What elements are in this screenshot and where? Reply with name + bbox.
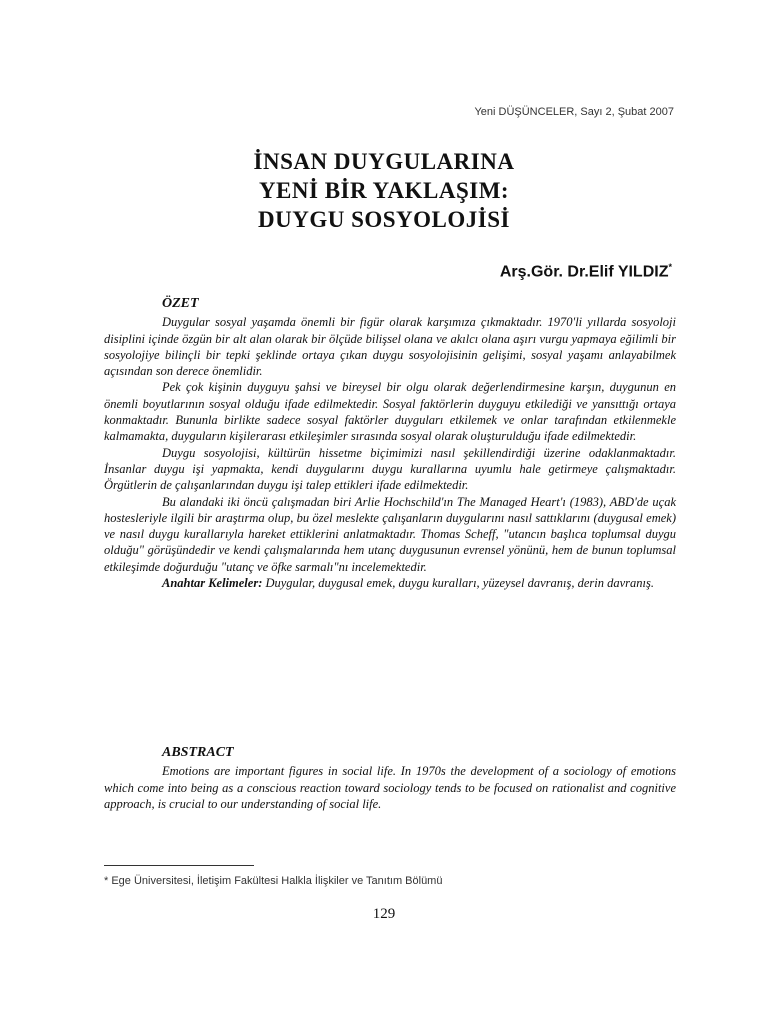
running-header: Yeni DÜŞÜNCELER, Sayı 2, Şubat 2007 xyxy=(474,106,674,118)
title-line-1: İNSAN DUYGULARINA xyxy=(253,149,515,174)
keywords-paragraph xyxy=(104,575,676,591)
footnote: * Ege Üniversitesi, İletişim Fakültesi Halkla İlişkiler ve Tanıtım Bölümü xyxy=(104,875,443,887)
article-title xyxy=(0,147,768,234)
footnote-divider xyxy=(104,865,254,866)
author-line xyxy=(500,262,672,281)
title-line-2: YENİ BİR YAKLAŞIM: xyxy=(258,178,510,203)
page-number: 129 xyxy=(372,906,396,922)
abstract-heading: ABSTRACT xyxy=(162,745,234,760)
ozet-section xyxy=(104,296,676,591)
ozet-paragraph: Pek çok kişinin duyguyu şahsi ve bireysel bir olgu olarak değerlendirmesine karşın, duygunun en önemli boyutlarının sosyal olduğu ifade edilmektedir. Sosyal faktörlerin duyguyu etkilediği ve yansıttığı ortaya konmaktadır. Bununla birlikte sadece sosyal faktörler duyguları etkilemek ve onlar tarafından etkilenmekle kalmamakta, duyguların kişilerarası etkileşimler sırasında sosyal olarak oluşturulduğu ifade edilmektedir. xyxy=(104,380,676,444)
author-name: Arş.Gör. Dr.Elif YILDIZ xyxy=(499,263,669,281)
ozet-paragraph: Bu alandaki iki öncü çalışmadan biri Arlie Hochschild'ın The Managed Heart'ı (1983), ABD'de uçak hostesleriyle ilgili bir araştırma olup, bu özel meslekte çalışanların duygularını nasıl sattıklarını (duygusal emek) ve nasıl duygu kurallarıyla hareket ettiklerini anlatmaktadır. Thomas Scheff, "utancın başlıca toplumsal duygu olduğu" görüşündedir ve kendi çalışmalarında hem utanç duygusunun evrensel yönünü, hem de bunun toplumsal etkileşimde doğurduğu "utanç ve öfke sarmalı"nı incelemektedir. xyxy=(104,494,676,574)
footnote-marker: * xyxy=(668,262,672,272)
ozet-paragraph: Duygu sosyolojisi, kültürün hissetme biçimimizi nasıl şekillendirdiği üzerine odaklanmaktadır. İnsanlar duygu işi yapmakta, kendi duygularını duygu kurallarına uyumlu hale getirmeye çalışmaktadır. Örgütlerin de çalışanlarından duygu işi talep ettikleri ifade edilmektedir. xyxy=(104,445,676,493)
abstract-paragraph: Emotions are important figures in social life. In 1970s the development of a sociology of emotions which come into being as a conscious reaction toward sociology tends to be focused on rationalist and cognitive approach, is crucial to our understanding of social life. xyxy=(104,764,676,811)
title-line-3: DUYGU SOSYOLOJİSİ xyxy=(258,207,510,232)
abstract-section xyxy=(104,745,676,812)
ozet-heading: ÖZET xyxy=(162,296,199,311)
ozet-paragraph: Duygular sosyal yaşamda önemli bir figür olarak karşımıza çıkmaktadır. 1970'li yıllarda sosyoloji disiplini içinde özgün bir alt alan olarak bir ölçüde bilişsel olana ve akılcı olana aşırı vurgu yapmaya eğilimli bir sosyolojiye bilinçli bir tepki şeklinde ortaya çıkan duygu sosyolojisinin gelişimi, sosyal yaşamı anlayabilmek açısından son derece önemlidir. xyxy=(104,315,676,379)
keywords-text: Duygular, duygusal emek, duygu kuralları, yüzeysel davranış, derin davranış. xyxy=(265,576,654,591)
keywords-label: Anahtar Kelimeler: xyxy=(162,576,263,591)
